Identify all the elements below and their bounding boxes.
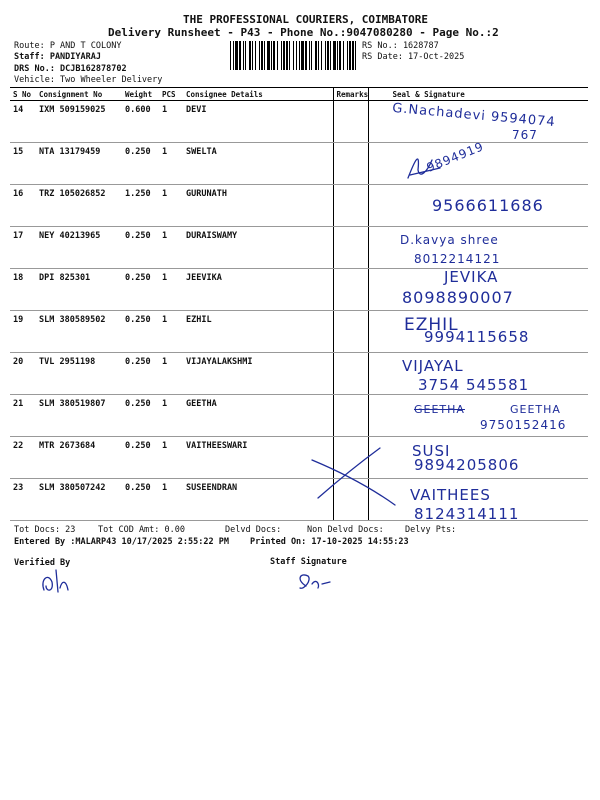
barcode-bar	[299, 41, 300, 70]
row-consignment: MTR 2673684	[36, 437, 122, 479]
handwritten-name-20: VIJAYAL	[402, 357, 464, 375]
row-sno: 19	[10, 311, 36, 353]
handwritten-name-17: D.kavya shree	[400, 233, 499, 247]
col-consignment: Consignment No	[36, 88, 122, 101]
barcode-bar	[233, 41, 234, 70]
row-sno: 21	[10, 395, 36, 437]
verified-by-signature	[43, 570, 68, 592]
row-consignment: SLM 380507242	[36, 479, 122, 521]
col-pcs: PCS	[159, 88, 183, 101]
barcode-bar	[259, 41, 260, 70]
row-remarks	[333, 227, 368, 269]
row-consignment: SLM 380589502	[36, 311, 122, 353]
handwritten-phone-16: 9566611686	[432, 196, 544, 215]
table-header-row	[10, 88, 588, 101]
row-weight: 1.250	[122, 185, 159, 227]
col-consignee: Consignee Details	[183, 88, 333, 101]
row-remarks	[333, 437, 368, 479]
route-label: Route: P AND T COLONY	[14, 41, 122, 51]
row-sno: 16	[10, 185, 36, 227]
barcode-bar	[261, 41, 263, 70]
company-name: THE PROFESSIONAL COURIERS, COIMBATORE	[183, 13, 429, 26]
barcode-bar	[264, 41, 265, 70]
barcode-bar	[245, 41, 246, 70]
row-weight: 0.250	[122, 353, 159, 395]
barcode-bar	[343, 41, 344, 70]
row-consignment: TRZ 105026852	[36, 185, 122, 227]
handwritten-phone-20: 3754 545581	[418, 376, 530, 394]
handwritten-name-19: EZHIL	[404, 315, 459, 335]
row-weight: 0.600	[122, 101, 159, 143]
row-sno: 20	[10, 353, 36, 395]
handwritten-name-23: VAITHEES	[410, 486, 491, 504]
barcode-bar	[239, 41, 241, 70]
handwritten-signature-15: 9894919	[424, 139, 486, 175]
row-sno: 22	[10, 437, 36, 479]
row-remarks	[333, 395, 368, 437]
handwritten-phone-17: 8012214121	[414, 252, 501, 266]
row-consignment: NTA 13179459	[36, 143, 122, 185]
barcode-bar	[255, 41, 256, 70]
row-remarks	[333, 311, 368, 353]
staff-signature-label: Staff Signature	[270, 557, 347, 567]
staff-label: Staff: PANDIYARAJ	[14, 52, 101, 62]
handwritten-name-21-struck: GEETHA	[414, 403, 465, 416]
row-weight: 0.250	[122, 311, 159, 353]
handwritten-phone-19: 9994115658	[424, 328, 530, 346]
row-weight: 0.250	[122, 143, 159, 185]
row-pcs: 1	[159, 353, 183, 395]
barcode-bar	[293, 41, 294, 70]
barcode-bar	[318, 41, 319, 70]
barcode-bar	[339, 41, 341, 70]
barcode-bar	[267, 41, 270, 70]
non-delivered-docs: Non Delvd Docs:	[307, 525, 384, 535]
col-seal-signature: Seal & Signature	[368, 88, 588, 101]
barcode-bar	[333, 41, 336, 70]
barcode-bar	[252, 41, 253, 70]
handwritten-phone-21: 9750152416	[480, 418, 567, 432]
row-pcs: 1	[159, 227, 183, 269]
barcode-bar	[243, 41, 244, 70]
printed-on: Printed On: 17-10-2025 14:55:23	[250, 537, 409, 547]
barcode-bar	[347, 41, 348, 70]
row-consignee: SUSEENDRAN	[183, 479, 333, 521]
barcode-bar	[327, 41, 329, 70]
handwritten-name-22: SUSI	[412, 442, 451, 460]
row-remarks	[333, 269, 368, 311]
rs-date: RS Date: 17-Oct-2025	[362, 52, 465, 62]
row-pcs: 1	[159, 311, 183, 353]
barcode-bar	[311, 41, 312, 70]
barcode-bar	[355, 41, 356, 70]
runsheet-title: Delivery Runsheet - P43 - Phone No.:9047080280 - Page No.:2	[108, 26, 499, 39]
row-weight: 0.250	[122, 269, 159, 311]
row-sno: 17	[10, 227, 36, 269]
row-pcs: 1	[159, 101, 183, 143]
col-weight: Weight	[122, 88, 159, 101]
barcode-bar	[325, 41, 326, 70]
table-row	[10, 143, 588, 185]
barcode-bar	[349, 41, 351, 70]
rs-number: RS No.: 1628787	[362, 41, 439, 51]
row-consignee: DURAISWAMY	[183, 227, 333, 269]
barcode-bar	[277, 41, 278, 70]
barcode-bar	[301, 41, 304, 70]
row-pcs: 1	[159, 269, 183, 311]
row-weight: 0.250	[122, 395, 159, 437]
row-pcs: 1	[159, 395, 183, 437]
row-consignee: DEVI	[183, 101, 333, 143]
handwritten-signature-14: G.Nachadevi 9594074	[391, 100, 557, 131]
barcode	[230, 41, 358, 70]
row-pcs: 1	[159, 437, 183, 479]
barcode-bar	[249, 41, 251, 70]
barcode-bar	[315, 41, 317, 70]
barcode-bar	[283, 41, 285, 70]
row-sno: 23	[10, 479, 36, 521]
barcode-bar	[273, 41, 275, 70]
barcode-bar	[321, 41, 322, 70]
barcode-bar	[309, 41, 310, 70]
barcode-bar	[230, 41, 231, 70]
row-remarks	[333, 185, 368, 227]
row-sno: 18	[10, 269, 36, 311]
row-consignment: TVL 2951198	[36, 353, 122, 395]
delivered-docs: Delvd Docs:	[225, 525, 282, 535]
row-weight: 0.250	[122, 479, 159, 521]
row-sno: 14	[10, 101, 36, 143]
row-weight: 0.250	[122, 227, 159, 269]
row-pcs: 1	[159, 479, 183, 521]
row-consignee: VIJAYALAKSHMI	[183, 353, 333, 395]
barcode-bar	[286, 41, 288, 70]
barcode-bar	[281, 41, 282, 70]
row-sno: 15	[10, 143, 36, 185]
row-remarks	[333, 479, 368, 521]
vehicle-label: Vehicle: Two Wheeler Delivery	[14, 75, 163, 85]
barcode-bar	[235, 41, 238, 70]
barcode-bar	[330, 41, 331, 70]
barcode-bar	[271, 41, 272, 70]
handwritten-name-21: GEETHA	[510, 403, 561, 416]
barcode-bar	[352, 41, 354, 70]
total-docs: Tot Docs: 23	[14, 525, 76, 535]
row-consignee: GURUNATH	[183, 185, 333, 227]
row-remarks	[333, 143, 368, 185]
staff-signature-scribble	[300, 575, 330, 588]
col-remarks: Remarks	[333, 88, 368, 101]
entered-by: Entered By :MALARP43 10/17/2025 2:55:22 PM	[14, 537, 229, 547]
row-weight: 0.250	[122, 437, 159, 479]
col-sno: S No	[10, 88, 36, 101]
barcode-bar	[337, 41, 338, 70]
row-consignment: DPI 825301	[36, 269, 122, 311]
row-consignment: SLM 380519807	[36, 395, 122, 437]
row-pcs: 1	[159, 143, 183, 185]
barcode-bar	[305, 41, 307, 70]
handwritten-name-18: JEVIKA	[444, 268, 499, 286]
row-remarks	[333, 353, 368, 395]
row-consignee: GEETHA	[183, 395, 333, 437]
row-remarks	[333, 101, 368, 143]
table-row	[10, 227, 588, 269]
row-consignment: NEY 40213965	[36, 227, 122, 269]
total-cod-amount: Tot COD Amt: 0.00	[98, 525, 185, 535]
handwritten-phone-18: 8098890007	[402, 288, 514, 307]
handwritten-phone-23: 8124314111	[414, 505, 520, 523]
row-consignment: IXM 509159025	[36, 101, 122, 143]
row-consignee: SWELTA	[183, 143, 333, 185]
row-consignee: VAITHEESWARI	[183, 437, 333, 479]
barcode-bar	[296, 41, 297, 70]
row-consignee: EZHIL	[183, 311, 333, 353]
delivery-points: Delvy Pts:	[405, 525, 457, 535]
verified-by-label: Verified By	[14, 558, 71, 568]
drs-number: DRS No.: DCJB162878702	[14, 64, 127, 74]
barcode-bar	[289, 41, 290, 70]
row-consignee: JEEVIKA	[183, 269, 333, 311]
handwritten-signature-14b: 767	[512, 128, 538, 142]
handwritten-phone-22: 9894205806	[414, 456, 520, 474]
row-pcs: 1	[159, 185, 183, 227]
